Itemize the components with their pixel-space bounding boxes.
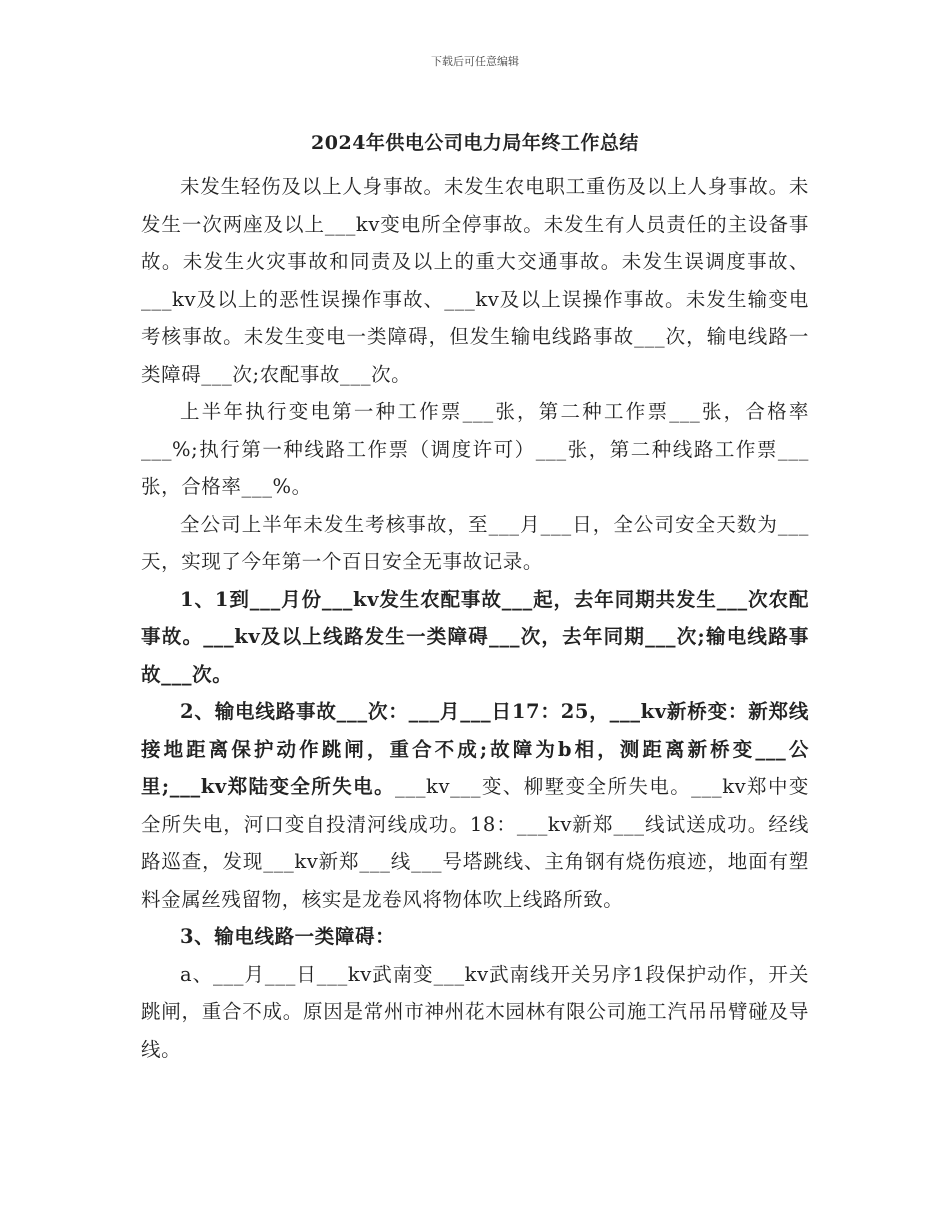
paragraph-item-2-detail: ___kv___变、柳墅变全所失电。___kv郑中变全所失电，河口变自投清河线成功。18：___kv新郑___线试送成功。经线路巡查，发现___kv新郑___线___号塔跳线、主角钢有烧伤痕迹，地面有塑料金属丝残留物，核实是龙卷风将物体吹上线路所致。 <box>141 775 809 911</box>
page-header-note: 下载后可任意编辑 <box>431 55 519 68</box>
paragraph-item-2-line-accident <box>141 693 809 918</box>
document-body <box>141 168 809 1068</box>
paragraph-work-tickets: 上半年执行变电第一种工作票___张，第二种工作票___张，合格率___%;执行第一种线路工作票（调度许可）___张，第二种线路工作票___张，合格率___%。 <box>141 400 809 498</box>
paragraph-item-3a-detail: a、___月___日___kv武南变___kv武南线开关另序1段保护动作，开关跳闸，重合不成。原因是常州市神州花木园林有限公司施工汽吊吊臂碰及导线。 <box>141 962 809 1061</box>
document-title: 2024年供电公司电力局年终工作总结 <box>311 132 639 154</box>
paragraph-safety-record: 未发生轻伤及以上人身事故。未发生农电职工重伤及以上人身事故。未发生一次两座及以上___kv变电所全停事故。未发生有人员责任的主设备事故。未发生火灾事故和同责及以上的重大交通事故。未发生误调度事故、___kv及以上的恶性误操作事故、___kv及以上误操作事故。未发生输变电考核事故。未发生变电一类障碍，但发生输电线路事故___次，输电线路一类障碍___次;农配事故___次。 <box>141 175 809 386</box>
paragraph-item-1-accidents: 1、1到___月份___kv发生农配事故___起，去年同期共发生___次农配事故。___kv及以上线路发生一类障碍___次，去年同期___次;输电线路事故___次。 <box>141 587 809 686</box>
paragraph-item-3-heading: 3、输电线路一类障碍： <box>180 925 396 948</box>
paragraph-item-2-heading: 2、输电线路事故___次：___月___日17：25，___kv新桥变：新郑线接地距离保护动作跳闸，重合不成;故障为b相，测距离新桥变___公里;___kv郑陆变全所失电。 <box>141 700 809 798</box>
paragraph-safe-days: 全公司上半年未发生考核事故，至___月___日，全公司安全天数为___天，实现了今年第一个百日安全无事故记录。 <box>141 512 809 573</box>
